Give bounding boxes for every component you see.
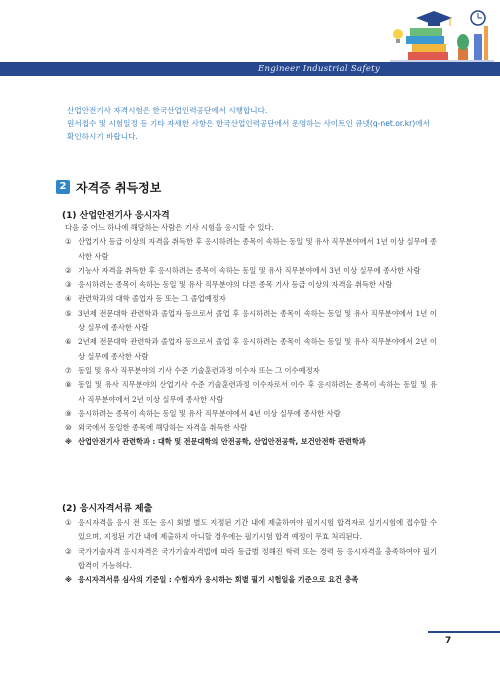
section-number-badge: 2 (56, 180, 70, 194)
subsection-heading-eligibility: (1) 산업안전기사 응시자격 (62, 211, 170, 221)
eligibility-list (65, 221, 437, 450)
list-item: ② 기능사 자격을 취득한 후 응시하려는 종목이 속하는 동일 및 유사 직무분야에서 3년 이상 실무에 종사한 사람 (65, 265, 421, 275)
list-item: ⑨ 응시하려는 종목이 속하는 동일 및 유사 직무분야에서 4년 이상 실무에 종사한 사람 (65, 408, 341, 418)
list-item: ④ 관련학과의 대학 졸업자 등 또는 그 졸업예정자 (65, 294, 226, 304)
page-number: 7 (445, 636, 452, 646)
list-item: ③ 응시하려는 종목이 속하는 동일 및 유사 직무분야의 다른 종목 기사 등급 이상의 자격을 취득한 사람 (65, 280, 393, 290)
list-item: ⑤ 3년제 전문대학 관련학과 졸업자 등으로서 졸업 후 응시하려는 종목이 속하는 동일 및 유사 직무분야에서 1년 이상 실무에 종사한 사람 (65, 308, 437, 333)
banner-text: Engineer Industrial Safety (257, 64, 380, 74)
list-item: ⑥ 2년제 전문대학 관련학과 졸업자 등으로서 졸업 후 응시하려는 종목이 속하는 동일 및 유사 직무분야에서 2년 이상 실무에 종사한 사람 (65, 337, 437, 361)
list-item: ① 산업기사 등급 이상의 자격을 취득한 후 응시하려는 종목이 속하는 동일 및 유사 직무분야에서 1년 이상 실무에 종사한 사람 (65, 237, 437, 261)
exam-notice (67, 104, 437, 143)
subsection-heading-documents: (2) 응시자격서류 제출 (62, 504, 153, 514)
section-heading (56, 179, 161, 195)
footer-rule (428, 631, 500, 633)
section-title: 자격증 취득정보 (76, 180, 162, 195)
education-illustration (390, 4, 494, 76)
eligibility-intro: 다음 중 어느 하나에 해당하는 사람은 기사 시험을 응시할 수 있다. (65, 223, 274, 232)
list-item: ⑩ 외국에서 동일한 종목에 해당하는 자격을 취득한 사람 (65, 423, 247, 433)
list-item: ② 국가기술자격 응시자격은 국가기술자격법에 따라 등급별 정해진 학력 또는 경력 등 응시자격을 충족하여야 필기 합격이 가능하다. (65, 546, 437, 570)
notice-line: 확인하시기 바랍니다. (67, 132, 138, 141)
list-item: ⑧ 동일 및 유사 직무분야의 산업기사 수준 기술훈련과정 이수자로서 이수 후 응시하려는 종목이 속하는 동일 및 유사 직무분야에서 2년 이상 실무에 종사한 사람 (65, 380, 437, 404)
list-item: ① 응시자격을 응시 전 또는 응시 회별 별도 지정된 기간 내에 제출하여야 필기시험 합격자로 실기시험에 접수할 수 있으며, 지정된 기간 내에 제출하지 아니할 경우에는 필기시험 합격 예정이 무효 처리된다. (65, 518, 437, 542)
related-major-note: ※ 산업안전기사 관련학과 : 대학 및 전문대학의 안전공학, 산업안전공학, 보건안전학 관련학과 (65, 437, 366, 447)
notice-line: 산업안전기사 자격시험은 한국산업인력공단에서 시행합니다. (67, 106, 268, 115)
list-item: ⑦ 동일 및 유사 직무분야의 기사 수준 기술훈련과정 이수자 또는 그 이수예정자 (65, 365, 320, 375)
documents-list (65, 516, 437, 587)
document-criteria-note: ※ 응시자격서류 심사의 기준일 : 수험자가 응시하는 회별 필기 시험일을 기준으로 요건 충족 (65, 575, 359, 585)
notice-line: 원서접수 및 시험일정 등 기타 자세한 사항은 한국산업인력공단에서 운영하는 사이트인 큐넷(q-net.or.kr)에서 (67, 119, 430, 128)
